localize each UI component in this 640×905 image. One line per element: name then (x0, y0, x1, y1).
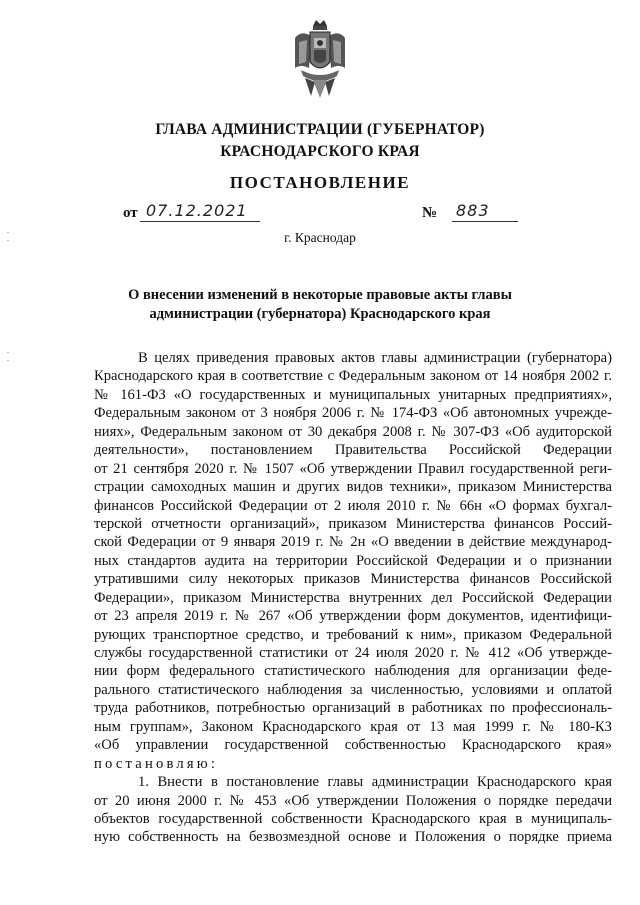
body-line-decree-word: постановляю: (94, 755, 219, 772)
body-line: ниях», Федеральным законом от 30 декабря 2008 г. № 307-ФЗ «Об аудиторской (94, 423, 612, 440)
body-line: ской Федерации от 9 января 2019 г. № 2н «О введении в действие междунаpод- (94, 534, 612, 551)
body-line: службы государственной статистики от 24 июля 2020 г. № 412 «Об утвержде- (94, 645, 612, 661)
subject-line-2: администрации (губернатора) Краснодарского края (149, 306, 491, 322)
city-label: г. Краснодар (284, 230, 356, 245)
body-line: от 20 июня 2000 г. № 453 «Об утверждении Положения о порядке передачи (94, 792, 612, 809)
body-line: труда работников, потребностью организаций в работниках по профессиональ- (94, 700, 612, 717)
date-number-row (0, 201, 640, 226)
body-line: страции самоходных машин и других видов техники», приказом Министерства (94, 479, 612, 496)
coat-of-arms-emblem (291, 18, 349, 100)
body-line: финансов Российской Федерации от 2 июля 2010 г. № 66н «О формах бухгал- (94, 497, 612, 514)
body-line: «Об управлении государственной собственностью Краснодарского края» (94, 737, 612, 754)
body-line: ную собственность на безвозмездной основе и Положения о порядке приема (94, 829, 612, 846)
subject-line-1: О внесении изменений в некоторые правовые акты главы (128, 287, 512, 303)
body-line: № 161-ФЗ «О государственных и муниципальных унитарных предприятиях», (94, 386, 612, 403)
body-line: рального статистического наблюдения за численностью, условиями и оплатой (94, 681, 612, 698)
body-line: деятельности», постановлением Правительства Российской Федерации (94, 442, 612, 459)
number-label: № (422, 205, 438, 221)
scan-mark (7, 232, 9, 233)
body-line: Федерации», приказом Министерства внутренних дел Российской Федерации (94, 589, 612, 606)
body-line: 1. Внести в постановление главы администрации Краснодарского края (138, 774, 612, 791)
body-line: ных стандартов аудита на территории Российской Федерации и о признании (94, 552, 612, 569)
document-type-title: ПОСТАНОВЛЕНИЕ (229, 173, 411, 192)
body-line: объектов государственной собственности Краснодарского края в муниципаль- (94, 810, 612, 827)
body-line: от 23 апреля 2019 г. № 267 «Об утверждении форм документов, идентифици- (94, 608, 612, 625)
authority-title-line-2: КРАСНОДАРСКОГО КРАЯ (220, 143, 420, 160)
body-line: В целях приведения правовых актов главы администрации (губернатора) (138, 350, 612, 366)
body-line: терской отчетности организаций», приказом Министерства финансов Россий- (94, 515, 612, 532)
authority-title-line-1: ГЛАВА АДМИНИСТРАЦИИ (ГУБЕРНАТОР) (155, 121, 485, 138)
body-line: рующих транспортное средство, и требований к ним», приказом Федеральной (94, 626, 612, 643)
document-body (94, 349, 612, 847)
body-line: ным группам», Законом Краснодарского края от 13 мая 1999 г. № 180-КЗ (94, 718, 612, 735)
body-line: утратившими силу некоторых приказов Министерства финансов Российской (94, 571, 612, 588)
date-value: 07.12.2021 (146, 201, 248, 220)
scan-mark (7, 352, 9, 353)
body-line: Федеральным законом от 3 ноября 2006 г. № 174-ФЗ «Об автономных учрежде- (94, 405, 612, 422)
body-line: нии форм федерального статистического наблюдения для организации феде- (94, 663, 612, 680)
body-line: от 21 сентября 2020 г. № 1507 «Об утверждении Правил государственной реги- (94, 460, 612, 477)
scan-mark (7, 360, 9, 361)
body-line: Краснодарского края в соответствие с Федеральным законом от 14 ноября 2002 г. (94, 368, 612, 385)
scan-mark (7, 240, 9, 241)
number-value: 883 (456, 201, 490, 220)
date-label: от (123, 205, 138, 221)
